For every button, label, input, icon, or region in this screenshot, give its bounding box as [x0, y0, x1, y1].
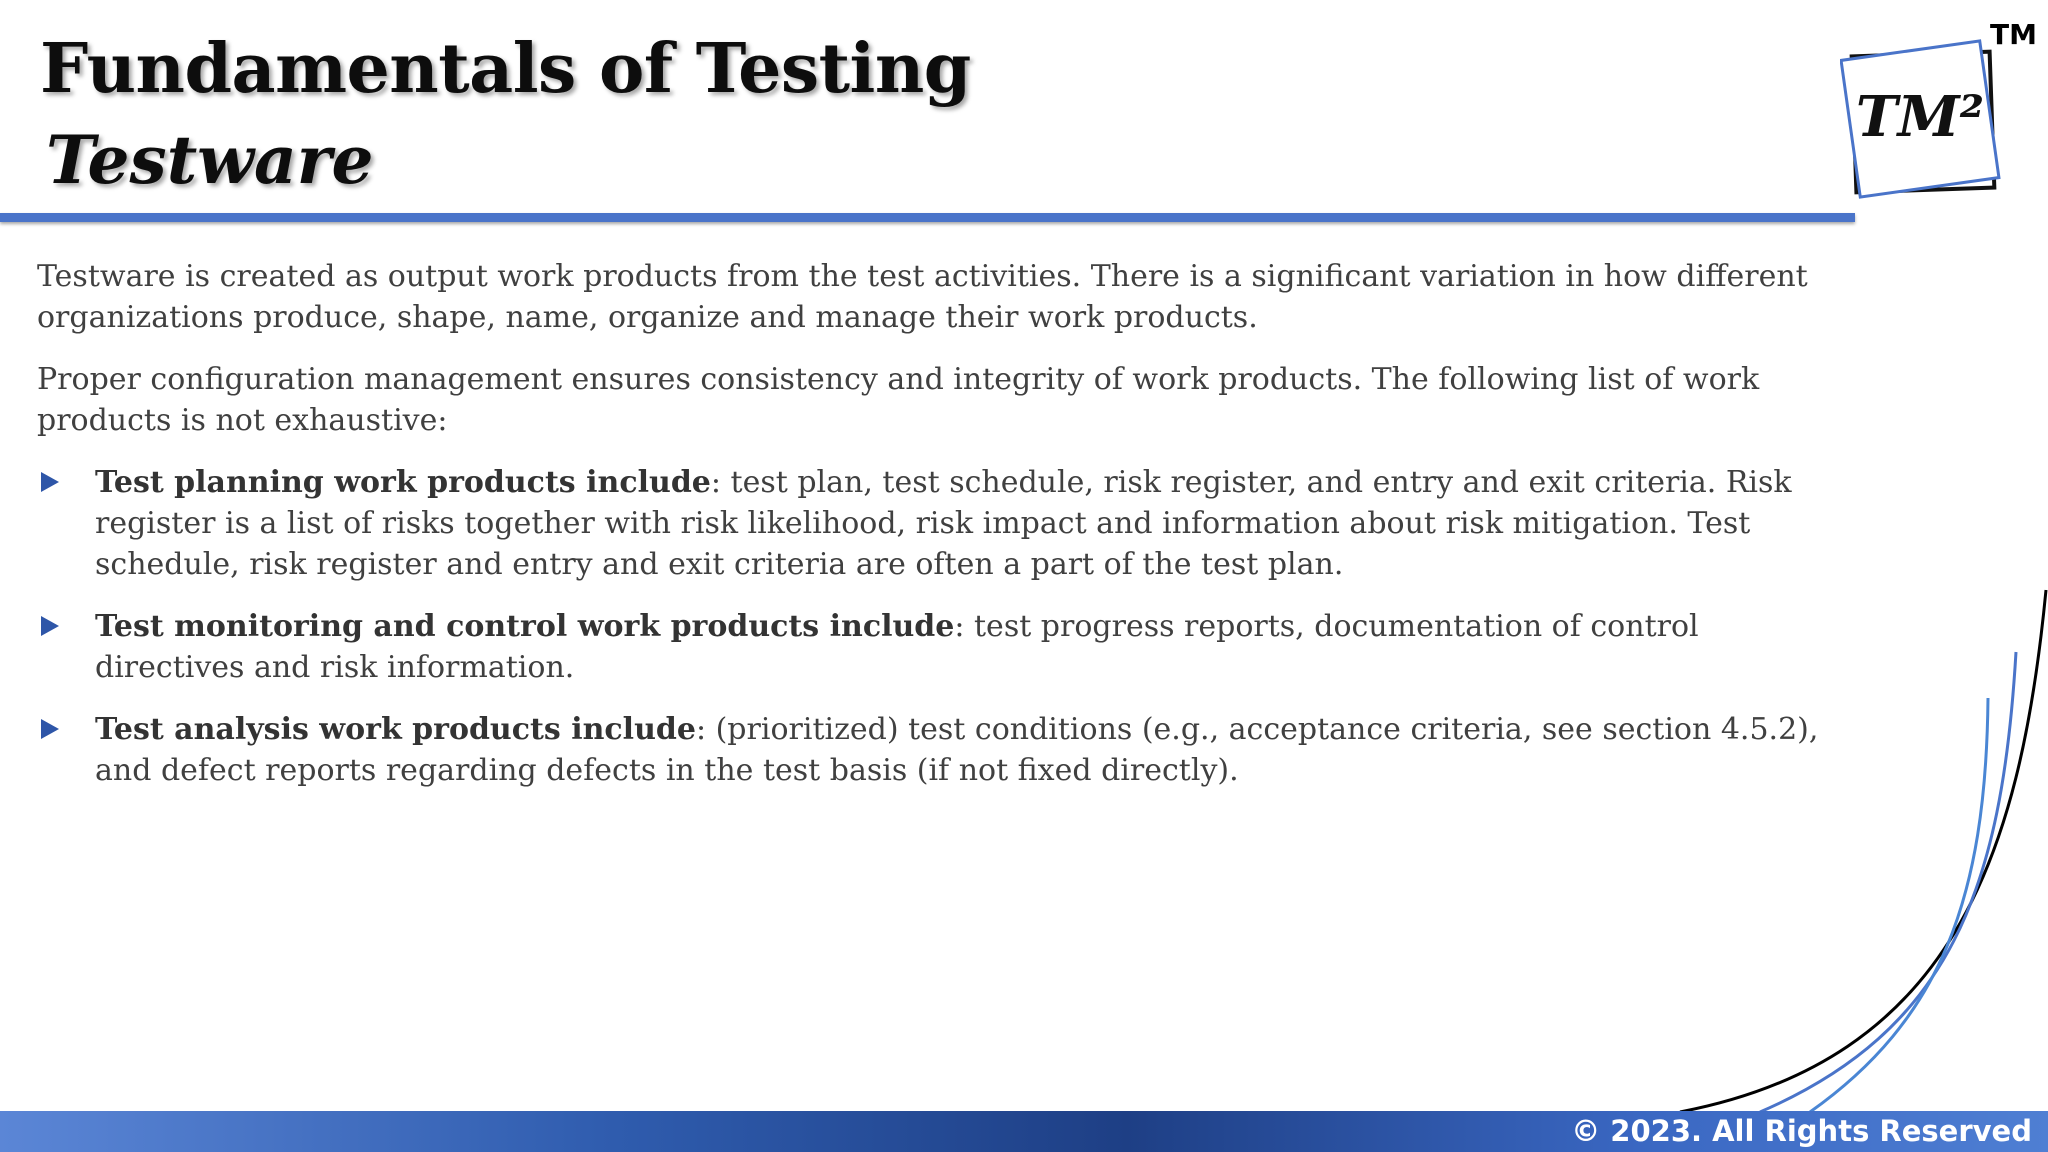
company-logo — [1840, 36, 2012, 206]
slide-subtitle: Testware — [46, 121, 374, 199]
work-products-list — [37, 462, 1857, 791]
list-item-analysis — [37, 709, 1857, 791]
logo-text: TM² — [1855, 84, 1985, 150]
trademark-label: TM — [1990, 18, 2037, 51]
header-divider — [0, 213, 1855, 222]
list-item-monitoring — [37, 606, 1857, 688]
list-item-planning — [37, 462, 1857, 585]
decorative-curves — [1650, 560, 2048, 1120]
intro-paragraph: Testware is created as output work products from the test activities. There is a significant variation in how different organizations produce, shape, name, organize and manage their work products. — [37, 259, 1808, 335]
triangle-bullet-icon — [41, 616, 59, 636]
triangle-bullet-icon — [41, 472, 59, 492]
triangle-bullet-icon — [41, 719, 59, 739]
config-paragraph: Proper configuration management ensures consistency and integrity of work products. The following list of work products is not exhaustive: — [37, 362, 1760, 438]
slide-title: Fundamentals of Testing — [40, 29, 971, 109]
copyright-text: © 2023. All Rights Reserved — [1571, 1114, 2032, 1148]
list-item-lead: Test analysis work products include — [95, 712, 696, 747]
footer-bar — [0, 1111, 2048, 1152]
list-item-lead: Test planning work products include — [95, 465, 711, 500]
list-item-text: : (prioritized) test conditions (e.g., acceptance criteria, see section 4.5.2), and defect reports regarding defects in the test basis (if not fixed directly). — [95, 712, 1819, 788]
list-item-text: : test progress reports, documentation of control directives and risk information. — [95, 609, 1699, 685]
slide-body — [37, 256, 1857, 812]
list-item-lead: Test monitoring and control work products include — [95, 609, 955, 644]
list-item-text: : test plan, test schedule, risk register, and entry and exit criteria. Risk register is a list of risks together with risk likelihood, risk impact and information about risk mitigation. Test schedule, risk register and entry and exit criteria are often a part of the test plan. — [95, 465, 1792, 582]
